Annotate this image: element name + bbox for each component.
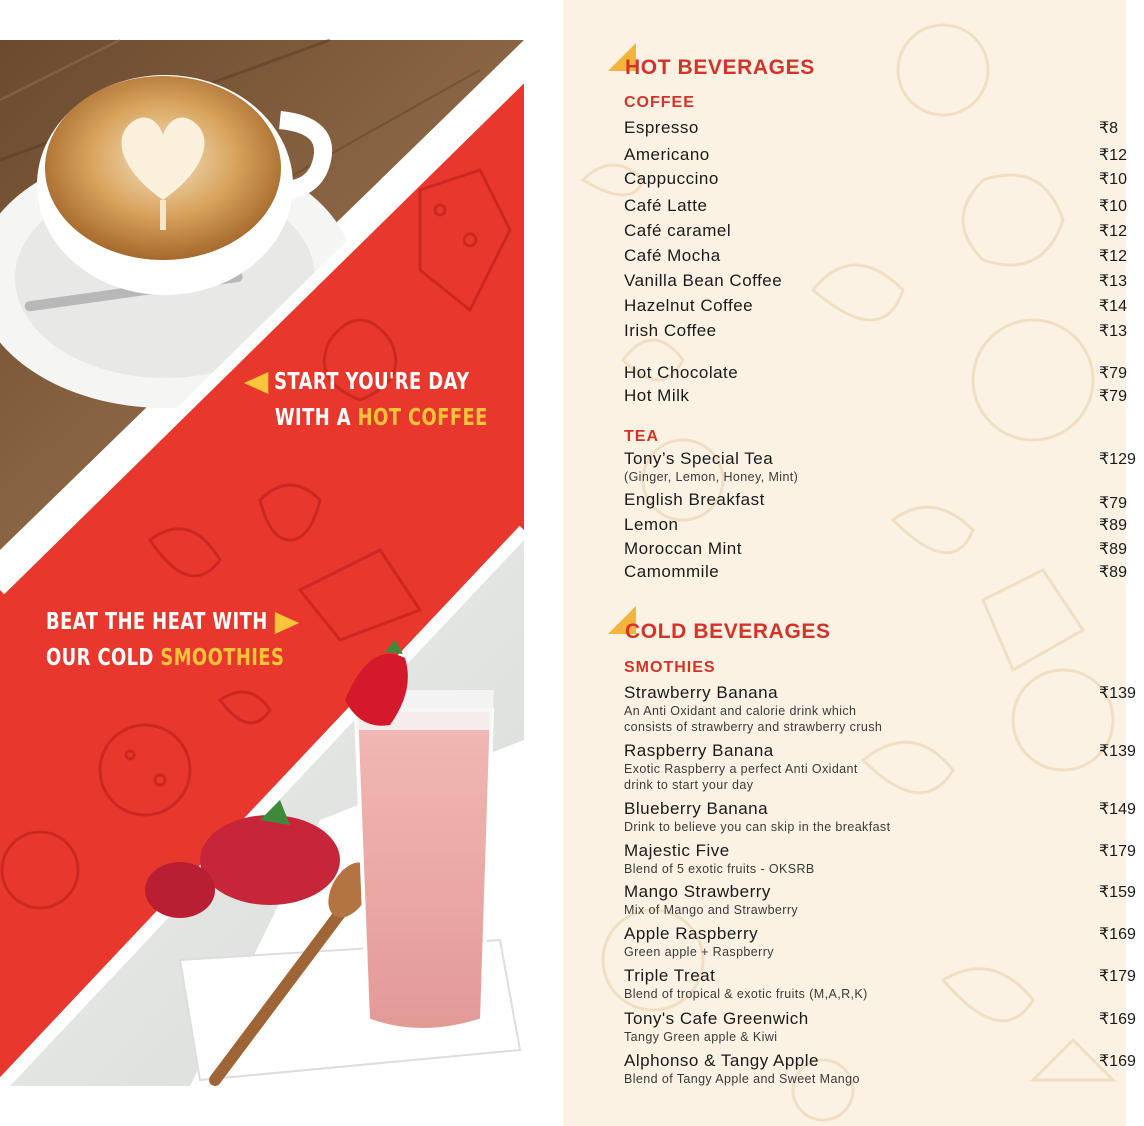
- menu-item: [624, 539, 1144, 559]
- menu-item: [624, 321, 1144, 341]
- item-description: consists of strawberry and strawberry crush: [624, 720, 883, 734]
- item-price: ₹139: [1099, 685, 1136, 702]
- item-description: Mix of Mango and Strawberry: [624, 903, 799, 917]
- item-description: (Ginger, Lemon, Honey, Mint): [624, 470, 799, 484]
- menu-item: [624, 515, 1144, 535]
- item-name: Hot Milk: [624, 386, 690, 405]
- item-description: Blend of tropical & exotic fruits (M,A,R,K): [624, 987, 868, 1001]
- menu-item: [624, 246, 1144, 266]
- menu-item: [624, 145, 1144, 165]
- item-name: Café Latte: [624, 196, 708, 215]
- item-name: Americano: [624, 145, 710, 164]
- tea-heading: TEA: [624, 428, 659, 445]
- menu-item: [624, 196, 1144, 216]
- item-name: Apple Raspberry: [624, 924, 759, 943]
- menu-item: [624, 882, 1144, 918]
- item-name: Strawberry Banana: [624, 683, 779, 702]
- menu-item: [624, 490, 1144, 510]
- item-name: Vanilla Bean Coffee: [624, 271, 783, 290]
- cold-beverages-title: COLD BEVERAGES: [625, 620, 831, 643]
- item-price: ₹159: [1099, 884, 1136, 901]
- menu-item: [624, 1051, 1144, 1087]
- item-price: ₹12: [1099, 223, 1127, 240]
- item-name: Majestic Five: [624, 841, 730, 860]
- menu-item: [624, 449, 1144, 485]
- item-name: Tony’s Special Tea: [624, 449, 774, 468]
- item-description: Exotic Raspberry a perfect Anti Oxidant: [624, 762, 858, 776]
- item-price: ₹10: [1099, 198, 1127, 215]
- promo-hot-highlight: HOT COFFEE: [357, 405, 488, 431]
- promo-hot-line1: START YOU'RE DAY: [274, 369, 470, 395]
- menu-item: [624, 296, 1144, 316]
- item-price: ₹79: [1099, 495, 1127, 512]
- coffee-heading: COFFEE: [624, 94, 695, 111]
- menu-item: [624, 683, 1144, 735]
- item-description: drink to start your day: [624, 778, 754, 792]
- item-description: An Anti Oxidant and calorie drink which: [624, 704, 857, 718]
- item-name: Raspberry Banana: [624, 741, 774, 760]
- item-price: ₹12: [1099, 248, 1127, 265]
- promo-panel: [0, 40, 524, 1086]
- promo-artwork: [0, 40, 524, 1086]
- item-description: Drink to believe you can skip in the breakfast: [624, 820, 891, 834]
- item-name: Espresso: [624, 118, 699, 137]
- menu-item: [624, 118, 1144, 138]
- item-price: ₹139: [1099, 743, 1136, 760]
- menu-item: [624, 1009, 1144, 1045]
- menu-item: [624, 221, 1144, 241]
- menu-item: [624, 741, 1144, 793]
- promo-cold-line1: BEAT THE HEAT WITH: [46, 609, 268, 635]
- item-name: Alphonso & Tangy Apple: [624, 1051, 819, 1070]
- item-name: English Breakfast: [624, 490, 765, 509]
- menu-item: [624, 924, 1144, 960]
- item-name: Café caramel: [624, 221, 732, 240]
- menu-item: [624, 966, 1144, 1002]
- item-name: Café Mocha: [624, 246, 721, 265]
- item-price: ₹13: [1099, 273, 1127, 290]
- item-description: Green apple + Raspberry: [624, 945, 774, 959]
- item-price: ₹179: [1099, 843, 1136, 860]
- item-price: ₹169: [1099, 926, 1136, 943]
- item-name: Lemon: [624, 515, 679, 534]
- arrow-right-icon: [275, 612, 299, 634]
- promo-hot-coffee: [246, 364, 488, 436]
- item-price: ₹89: [1099, 517, 1127, 534]
- item-price: ₹79: [1099, 388, 1127, 405]
- item-price: ₹12: [1099, 147, 1127, 164]
- menu-item: [624, 386, 1144, 406]
- item-name: Hazelnut Coffee: [624, 296, 754, 315]
- menu-item: [624, 562, 1144, 582]
- item-name: Mango Strawberry: [624, 882, 771, 901]
- item-price: ₹169: [1099, 1011, 1136, 1028]
- item-price: ₹89: [1099, 564, 1127, 581]
- menu-item: [624, 363, 1144, 383]
- menu-panel: [563, 0, 1136, 1126]
- item-price: ₹8: [1099, 120, 1119, 137]
- item-name: Cappuccino: [624, 169, 719, 188]
- menu-item: [624, 271, 1144, 291]
- item-price: ₹149: [1099, 801, 1136, 818]
- menu-item: [624, 169, 1144, 189]
- arrow-left-icon: [244, 372, 268, 394]
- item-name: Tony's Cafe Greenwich: [624, 1009, 809, 1028]
- promo-cold-smoothies: [46, 604, 297, 676]
- item-price: ₹10: [1099, 171, 1127, 188]
- item-name: Hot Chocolate: [624, 363, 739, 382]
- hot-beverages-title: HOT BEVERAGES: [625, 56, 815, 79]
- item-description: Blend of Tangy Apple and Sweet Mango: [624, 1072, 860, 1086]
- item-price: ₹13: [1099, 323, 1127, 340]
- smoothies-heading: SMOTHIES: [624, 659, 716, 676]
- item-name: Irish Coffee: [624, 321, 717, 340]
- item-name: Blueberry Banana: [624, 799, 769, 818]
- item-name: Moroccan Mint: [624, 539, 742, 558]
- item-description: Blend of 5 exotic fruits - OKSRB: [624, 862, 815, 876]
- item-price: ₹179: [1099, 968, 1136, 985]
- item-price: ₹79: [1099, 365, 1127, 382]
- menu-item: [624, 841, 1144, 877]
- item-price: ₹169: [1099, 1053, 1136, 1070]
- item-price: ₹129: [1099, 451, 1136, 468]
- item-price: ₹14: [1099, 298, 1127, 315]
- menu-item: [624, 799, 1144, 835]
- item-description: Tangy Green apple & Kiwi: [624, 1030, 778, 1044]
- promo-cold-highlight: SMOOTHIES: [160, 645, 285, 671]
- item-price: ₹89: [1099, 541, 1127, 558]
- promo-hot-line2: WITH A: [274, 405, 358, 431]
- item-name: Camommile: [624, 562, 720, 581]
- item-name: Triple Treat: [624, 966, 716, 985]
- promo-cold-line2: OUR COLD: [46, 645, 161, 671]
